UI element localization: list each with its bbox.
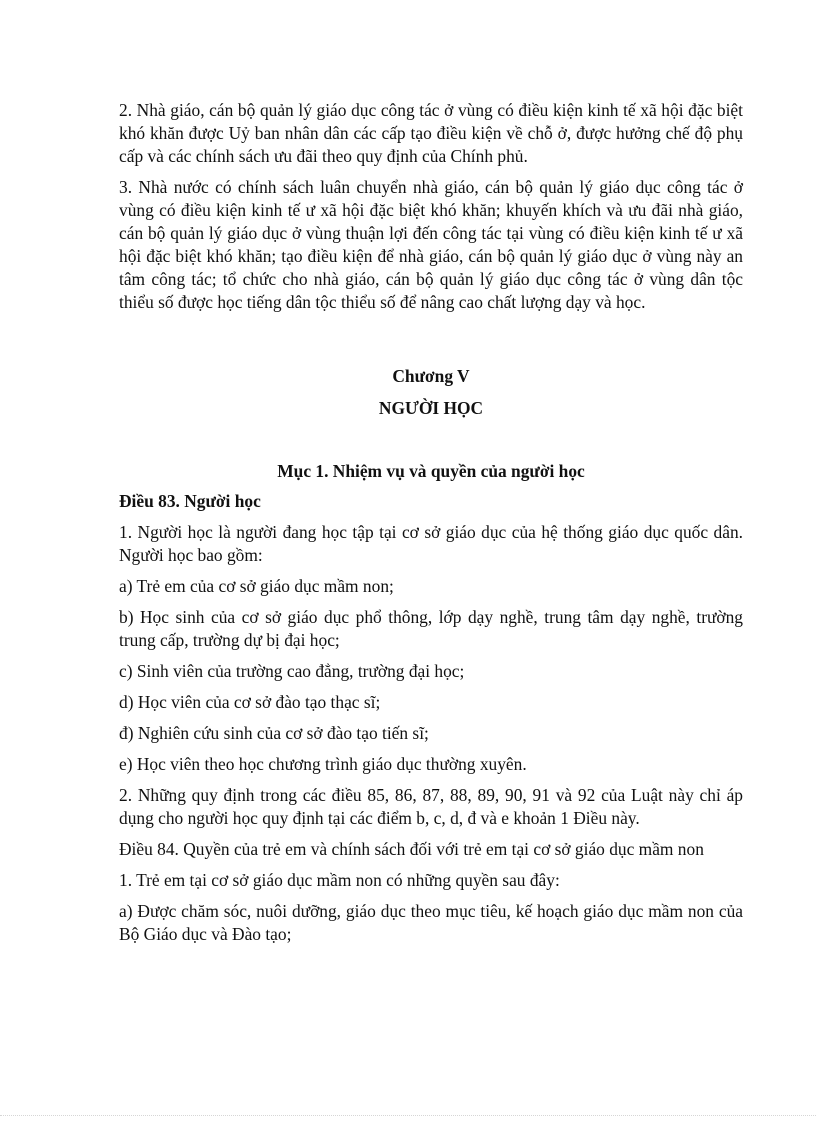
- article-83-clause-2: 2. Những quy định trong các điều 85, 86, 87, 88, 89, 90, 91 và 92 của Luật này chỉ áp dụng cho người học quy định tại các điểm b, c, d, đ và e khoản 1 Điều này.: [119, 785, 743, 828]
- article-83-item-dd: đ) Nghiên cứu sinh của cơ sở đào tạo tiến sĩ;: [119, 723, 429, 743]
- article-83-item-e: e) Học viên theo học chương trình giáo dục thường xuyên.: [119, 754, 527, 774]
- paragraph-clause-3-rotation: 3. Nhà nước có chính sách luân chuyển nhà giáo, cán bộ quản lý giáo dục công tác ở vùng có điều kiện kinh tế ư xã hội đặc biệt khó khăn; khuyến khích và ưu đãi nhà giáo, cán bộ quản lý giáo dục ở vùng thuận lợi đến công tác tại vùng có điều kiện kinh tế ư xã hội đặc biệt khó khăn; tạo điều kiện để nhà giáo, cán bộ quản lý giáo dục ở vùng này an tâm công tác; tổ chức cho nhà giáo, cán bộ quản lý giáo dục công tác ở vùng dân tộc thiểu số được học tiếng dân tộc thiểu số để nâng cao chất lượng dạy và học.: [119, 177, 743, 312]
- page-bottom-divider: [0, 1115, 816, 1116]
- paragraph-clause-2-housing: 2. Nhà giáo, cán bộ quản lý giáo dục công tác ở vùng có điều kiện kinh tế xã hội đặc biệt khó khăn được Uỷ ban nhân dân các cấp tạo điều kiện về chỗ ở, được hưởng chế độ phụ cấp và các chính sách ưu đãi theo quy định của Chính phủ.: [119, 100, 743, 166]
- article-83-item-a: a) Trẻ em của cơ sở giáo dục mầm non;: [119, 576, 394, 596]
- section-title: Mục 1. Nhiệm vụ và quyền của người học: [277, 461, 585, 481]
- document-page: [119, 99, 743, 946]
- article-84-item-a: a) Được chăm sóc, nuôi dưỡng, giáo dục theo mục tiêu, kế hoạch giáo dục mầm non của Bộ Giáo dục và Đào tạo;: [119, 901, 743, 944]
- article-83-title: Điều 83. Người học: [119, 491, 261, 511]
- article-83-item-d: d) Học viên của cơ sở đào tạo thạc sĩ;: [119, 692, 381, 712]
- article-83-clause-1: 1. Người học là người đang học tập tại cơ sở giáo dục của hệ thống giáo dục quốc dân. Người học bao gồm:: [119, 522, 743, 565]
- chapter-number: Chương V: [392, 366, 470, 386]
- chapter-title: NGƯỜI HỌC: [378, 398, 484, 418]
- article-83-item-c: c) Sinh viên của trường cao đẳng, trường đại học;: [119, 661, 465, 681]
- article-83-item-b: b) Học sinh của cơ sở giáo dục phổ thông, lớp dạy nghề, trung tâm dạy nghề, trường trung cấp, trường dự bị đại học;: [119, 607, 743, 650]
- article-84-clause-1: 1. Trẻ em tại cơ sở giáo dục mầm non có những quyền sau đây:: [119, 870, 560, 890]
- article-84-title: Điều 84. Quyền của trẻ em và chính sách đối với trẻ em tại cơ sở giáo dục mầm non: [119, 839, 704, 859]
